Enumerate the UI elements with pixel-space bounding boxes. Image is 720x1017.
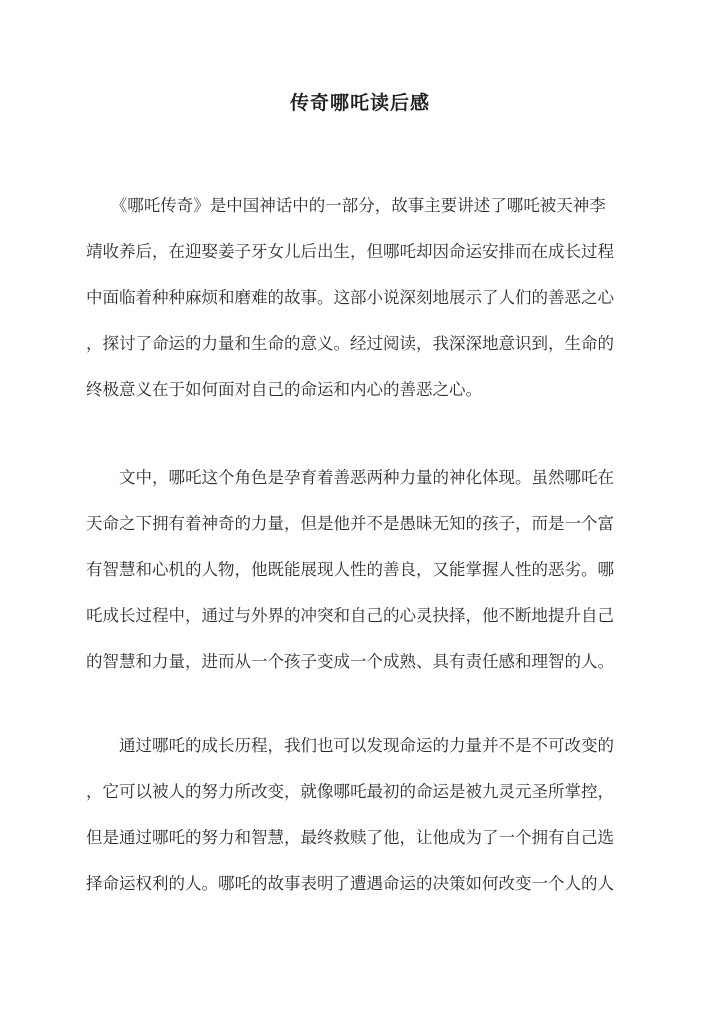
- paragraph-line: ，探讨了命运的力量和生命的意义。经过阅读，我深深地意识到，生命的: [86, 334, 614, 353]
- paragraph-line: 文中，哪吒这个角色是孕育着善恶两种力量的神化体现。虽然哪吒在: [86, 468, 614, 487]
- paragraph-line: 靖收养后，在迎娶姜子牙女儿后出生，但哪吒却因命运安排而在成长过程: [86, 242, 614, 261]
- paragraph-line: ，它可以被人的努力所改变，就像哪吒最初的命运是被九灵元圣所掌控，: [86, 782, 614, 801]
- paragraph-line: 通过哪吒的成长历程，我们也可以发现命运的力量并不是不可改变的: [86, 736, 614, 755]
- paragraph-line: 吒成长过程中，通过与外界的冲突和自己的心灵抉择，他不断地提升自己: [86, 606, 614, 625]
- paragraph-3: [86, 723, 634, 907]
- paragraph-2: [86, 455, 634, 685]
- paragraph-line: 择命运权利的人。哪吒的故事表明了遭遇命运的决策如何改变一个人的人: [86, 874, 614, 893]
- paragraph-line: 的智慧和力量，进而从一个孩子变成一个成熟、具有责任感和理智的人。: [86, 652, 614, 671]
- page-title: 传奇哪吒读后感: [289, 92, 430, 114]
- paragraph-line: 《哪吒传奇》是中国神话中的一部分，故事主要讲述了哪吒被天神李: [86, 196, 606, 215]
- paragraph-line: 终极意义在于如何面对自己的命运和内心的善恶之心。: [86, 380, 482, 399]
- paragraph-line: 但是通过哪吒的努力和智慧，最终救赎了他，让他成为了一个拥有自己选: [86, 828, 614, 847]
- paragraph-line: 有智慧和心机的人物，他既能展现人性的善良，又能掌握人性的恶劣。哪: [86, 560, 614, 579]
- paragraph-1: [86, 183, 634, 413]
- paragraph-line: 中面临着种种麻烦和磨难的故事。这部小说深刻地展示了人们的善恶之心: [86, 288, 614, 307]
- paragraph-line: 天命之下拥有着神奇的力量，但是他并不是愚昧无知的孩子，而是一个富: [86, 514, 614, 533]
